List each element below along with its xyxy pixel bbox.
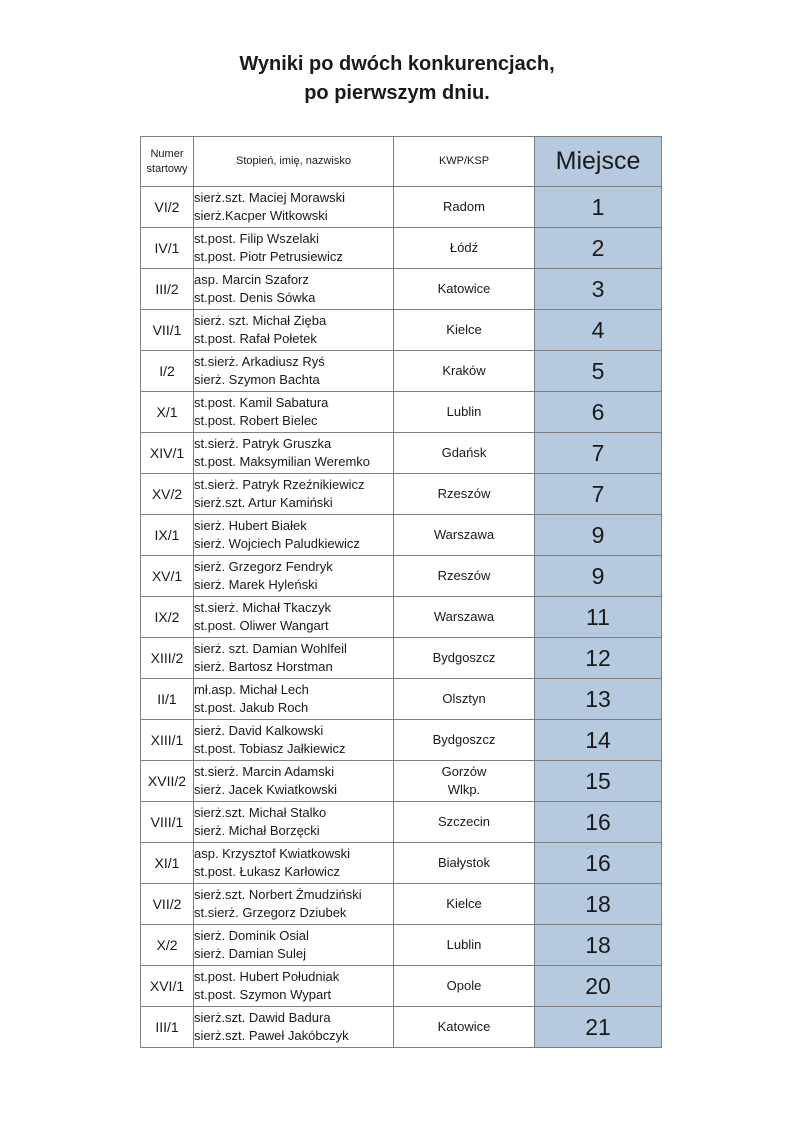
competitor-name-1: sierż. szt. Michał Zięba — [194, 313, 327, 328]
competitors-cell — [194, 269, 394, 310]
competitors-cell — [194, 597, 394, 638]
table-row — [141, 843, 662, 884]
place-cell: 9 — [535, 515, 662, 556]
place-cell: 3 — [535, 269, 662, 310]
table-row — [141, 638, 662, 679]
competitors-cell — [194, 1007, 394, 1048]
competitors-cell — [194, 966, 394, 1007]
place-cell: 7 — [535, 474, 662, 515]
kwp-cell — [394, 392, 535, 433]
place-cell: 14 — [535, 720, 662, 761]
kwp-label: Kielce — [446, 322, 482, 337]
kwp-cell — [394, 556, 535, 597]
competitor-name-2: st.post. Piotr Petrusiewicz — [194, 249, 343, 264]
competitors-cell — [194, 925, 394, 966]
kwp-cell — [394, 433, 535, 474]
kwp-label: Bydgoszcz — [432, 650, 496, 665]
kwp-cell — [394, 269, 535, 310]
competitor-name-2: st.post. Denis Sówka — [194, 290, 316, 305]
table-row — [141, 310, 662, 351]
competitor-name-1: sierż. szt. Damian Wohlfeil — [194, 641, 347, 656]
kwp-label: Warszawa — [433, 609, 495, 624]
competitor-name-2: st.post. Szymon Wypart — [194, 987, 332, 1002]
header-number-line-1: Numer — [150, 147, 184, 160]
kwp-cell — [394, 925, 535, 966]
results-table — [140, 136, 662, 1048]
competitor-name-2: sierż.szt. Paweł Jakóbczyk — [194, 1028, 349, 1043]
competitor-name-2: sierż.Kacper Witkowski — [194, 208, 328, 223]
table-row — [141, 433, 662, 474]
kwp-cell — [394, 351, 535, 392]
competitors-cell — [194, 720, 394, 761]
start-number-cell: XVI/1 — [141, 966, 194, 1007]
kwp-cell — [394, 310, 535, 351]
competitor-name-1: st.sierż. Patryk Rzeźnikiewicz — [194, 477, 365, 492]
competitor-name-2: st.post. Oliwer Wangart — [194, 618, 329, 633]
table-row — [141, 1007, 662, 1048]
start-number-cell: XI/1 — [141, 843, 194, 884]
competitors-cell — [194, 515, 394, 556]
competitors-cell — [194, 843, 394, 884]
place-cell: 12 — [535, 638, 662, 679]
start-number-cell: XV/2 — [141, 474, 194, 515]
start-number-cell: III/1 — [141, 1007, 194, 1048]
start-number-cell: II/1 — [141, 679, 194, 720]
kwp-cell — [394, 515, 535, 556]
competitor-name-2: sierż. Szymon Bachta — [194, 372, 320, 387]
place-cell: 13 — [535, 679, 662, 720]
competitor-name-2: st.post. Jakub Roch — [194, 700, 309, 715]
competitor-name-1: sierż.szt. Michał Stalko — [194, 805, 327, 820]
competitor-name-2: st.post. Robert Bielec — [194, 413, 318, 428]
start-number-cell: IV/1 — [141, 228, 194, 269]
competitor-name-2: st.post. Rafał Połetek — [194, 331, 317, 346]
competitor-name-1: sierż.szt. Norbert Żmudziński — [194, 887, 362, 902]
header-names: Stopień, imię, nazwisko — [194, 137, 394, 187]
kwp-label: Gdańsk — [441, 445, 487, 460]
competitor-name-2: st.sierż. Grzegorz Dziubek — [194, 905, 347, 920]
competitor-name-1: st.sierż. Michał Tkaczyk — [194, 600, 332, 615]
competitor-name-1: sierż. David Kalkowski — [194, 723, 324, 738]
table-row — [141, 966, 662, 1007]
kwp-cell — [394, 638, 535, 679]
table-row — [141, 228, 662, 269]
competitor-name-1: sierż.szt. Dawid Badura — [194, 1010, 331, 1025]
place-cell: 16 — [535, 843, 662, 884]
kwp-label: Warszawa — [433, 527, 495, 542]
kwp-cell — [394, 802, 535, 843]
competitor-name-1: st.post. Hubert Południak — [194, 969, 340, 984]
table-row — [141, 761, 662, 802]
start-number-cell: I/2 — [141, 351, 194, 392]
kwp-label: Kielce — [446, 896, 482, 911]
competitor-name-2: sierż. Jacek Kwiatkowski — [194, 782, 338, 797]
start-number-cell: XVII/2 — [141, 761, 194, 802]
start-number-cell: VII/2 — [141, 884, 194, 925]
kwp-cell — [394, 966, 535, 1007]
competitors-cell — [194, 433, 394, 474]
kwp-label: Olsztyn — [442, 691, 486, 706]
table-row — [141, 925, 662, 966]
header-number-line-2: startowy — [146, 162, 188, 175]
competitor-name-1: sierż. Hubert Białek — [194, 518, 307, 533]
kwp-label: Białystok — [437, 855, 491, 870]
kwp-cell — [394, 474, 535, 515]
table-row — [141, 351, 662, 392]
competitors-cell — [194, 679, 394, 720]
table-row — [141, 802, 662, 843]
title-line-2: po pierwszym dniu. — [304, 82, 490, 104]
table-row — [141, 269, 662, 310]
start-number-cell: III/2 — [141, 269, 194, 310]
start-number-cell: IX/2 — [141, 597, 194, 638]
place-cell: 5 — [535, 351, 662, 392]
competitor-name-2: sierż. Bartosz Horstman — [194, 659, 333, 674]
kwp-cell — [394, 720, 535, 761]
kwp-cell — [394, 843, 535, 884]
table-row — [141, 597, 662, 638]
title-line-1: Wyniki po dwóch konkurencjach, — [239, 53, 555, 75]
competitor-name-1: st.sierż. Arkadiusz Ryś — [194, 354, 325, 369]
competitors-cell — [194, 802, 394, 843]
competitor-name-2: sierż. Wojciech Paludkiewicz — [194, 536, 360, 551]
start-number-cell: X/1 — [141, 392, 194, 433]
competitor-name-1: asp. Marcin Szaforz — [194, 272, 309, 287]
competitors-cell — [194, 761, 394, 802]
table-row — [141, 884, 662, 925]
kwp-label-line-2: Wlkp. — [447, 782, 481, 797]
place-cell: 9 — [535, 556, 662, 597]
competitor-name-1: sierż.szt. Maciej Morawski — [194, 190, 345, 205]
place-cell: 18 — [535, 884, 662, 925]
kwp-label: Lublin — [446, 937, 482, 952]
competitor-name-2: st.post. Łukasz Karłowicz — [194, 864, 340, 879]
start-number-cell: VIII/1 — [141, 802, 194, 843]
start-number-cell: XIII/2 — [141, 638, 194, 679]
competitors-cell — [194, 556, 394, 597]
kwp-label: Rzeszów — [437, 486, 491, 501]
page-title — [0, 50, 794, 108]
start-number-cell: X/2 — [141, 925, 194, 966]
competitor-name-1: sierż. Grzegorz Fendryk — [194, 559, 333, 574]
table-row — [141, 515, 662, 556]
start-number-cell: IX/1 — [141, 515, 194, 556]
competitor-name-1: sierż. Dominik Osial — [194, 928, 309, 943]
competitors-cell — [194, 884, 394, 925]
kwp-cell — [394, 679, 535, 720]
kwp-cell — [394, 1007, 535, 1048]
place-cell: 18 — [535, 925, 662, 966]
kwp-label: Szczecin — [437, 814, 491, 829]
place-cell: 16 — [535, 802, 662, 843]
kwp-cell — [394, 228, 535, 269]
header-number — [141, 137, 194, 187]
place-cell: 7 — [535, 433, 662, 474]
kwp-cell — [394, 187, 535, 228]
table-row — [141, 556, 662, 597]
competitors-cell — [194, 474, 394, 515]
start-number-cell: XIII/1 — [141, 720, 194, 761]
kwp-label: Łódź — [449, 240, 479, 255]
competitor-name-1: asp. Krzysztof Kwiatkowski — [194, 846, 351, 861]
competitor-name-2: sierż. Michał Borzęcki — [194, 823, 320, 838]
start-number-cell: XIV/1 — [141, 433, 194, 474]
place-cell: 15 — [535, 761, 662, 802]
kwp-label: Opole — [446, 978, 482, 993]
kwp-label: Rzeszów — [437, 568, 491, 583]
start-number-cell: VI/2 — [141, 187, 194, 228]
kwp-label: Katowice — [437, 1019, 491, 1034]
kwp-cell — [394, 597, 535, 638]
place-cell: 20 — [535, 966, 662, 1007]
header-kwp: KWP/KSP — [394, 137, 535, 187]
competitors-cell — [194, 351, 394, 392]
competitors-cell — [194, 187, 394, 228]
competitor-name-1: st.sierż. Marcin Adamski — [194, 764, 335, 779]
competitor-name-2: sierż. Damian Sulej — [194, 946, 306, 961]
start-number-cell: XV/1 — [141, 556, 194, 597]
place-cell: 21 — [535, 1007, 662, 1048]
kwp-label: Lublin — [446, 404, 482, 419]
table-row — [141, 187, 662, 228]
competitors-cell — [194, 228, 394, 269]
kwp-label: Radom — [443, 199, 485, 214]
competitor-name-1: st.post. Filip Wszelaki — [194, 231, 319, 246]
place-cell: 1 — [535, 187, 662, 228]
competitor-name-1: st.sierż. Patryk Gruszka — [194, 436, 332, 451]
kwp-label: Kraków — [442, 363, 486, 378]
competitor-name-2: st.post. Maksymilian Weremko — [194, 454, 371, 469]
kwp-label: Gorzów — [441, 764, 487, 779]
competitor-name-2: sierż.szt. Artur Kamiński — [194, 495, 333, 510]
kwp-label: Bydgoszcz — [432, 732, 496, 747]
competitors-cell — [194, 310, 394, 351]
table-row — [141, 720, 662, 761]
table-row — [141, 679, 662, 720]
start-number-cell: VII/1 — [141, 310, 194, 351]
place-cell: 6 — [535, 392, 662, 433]
competitor-name-1: mł.asp. Michał Lech — [194, 682, 309, 697]
competitors-cell — [194, 392, 394, 433]
place-cell: 4 — [535, 310, 662, 351]
place-cell: 2 — [535, 228, 662, 269]
header-row — [141, 137, 662, 187]
competitors-cell — [194, 638, 394, 679]
kwp-label: Katowice — [437, 281, 491, 296]
table-row — [141, 474, 662, 515]
competitor-name-2: st.post. Tobiasz Jałkiewicz — [194, 741, 346, 756]
competitor-name-2: sierż. Marek Hyleński — [194, 577, 318, 592]
kwp-cell — [394, 761, 535, 802]
header-place: Miejsce — [535, 137, 662, 187]
kwp-cell — [394, 884, 535, 925]
table-row — [141, 392, 662, 433]
place-cell: 11 — [535, 597, 662, 638]
competitor-name-1: st.post. Kamil Sabatura — [194, 395, 329, 410]
